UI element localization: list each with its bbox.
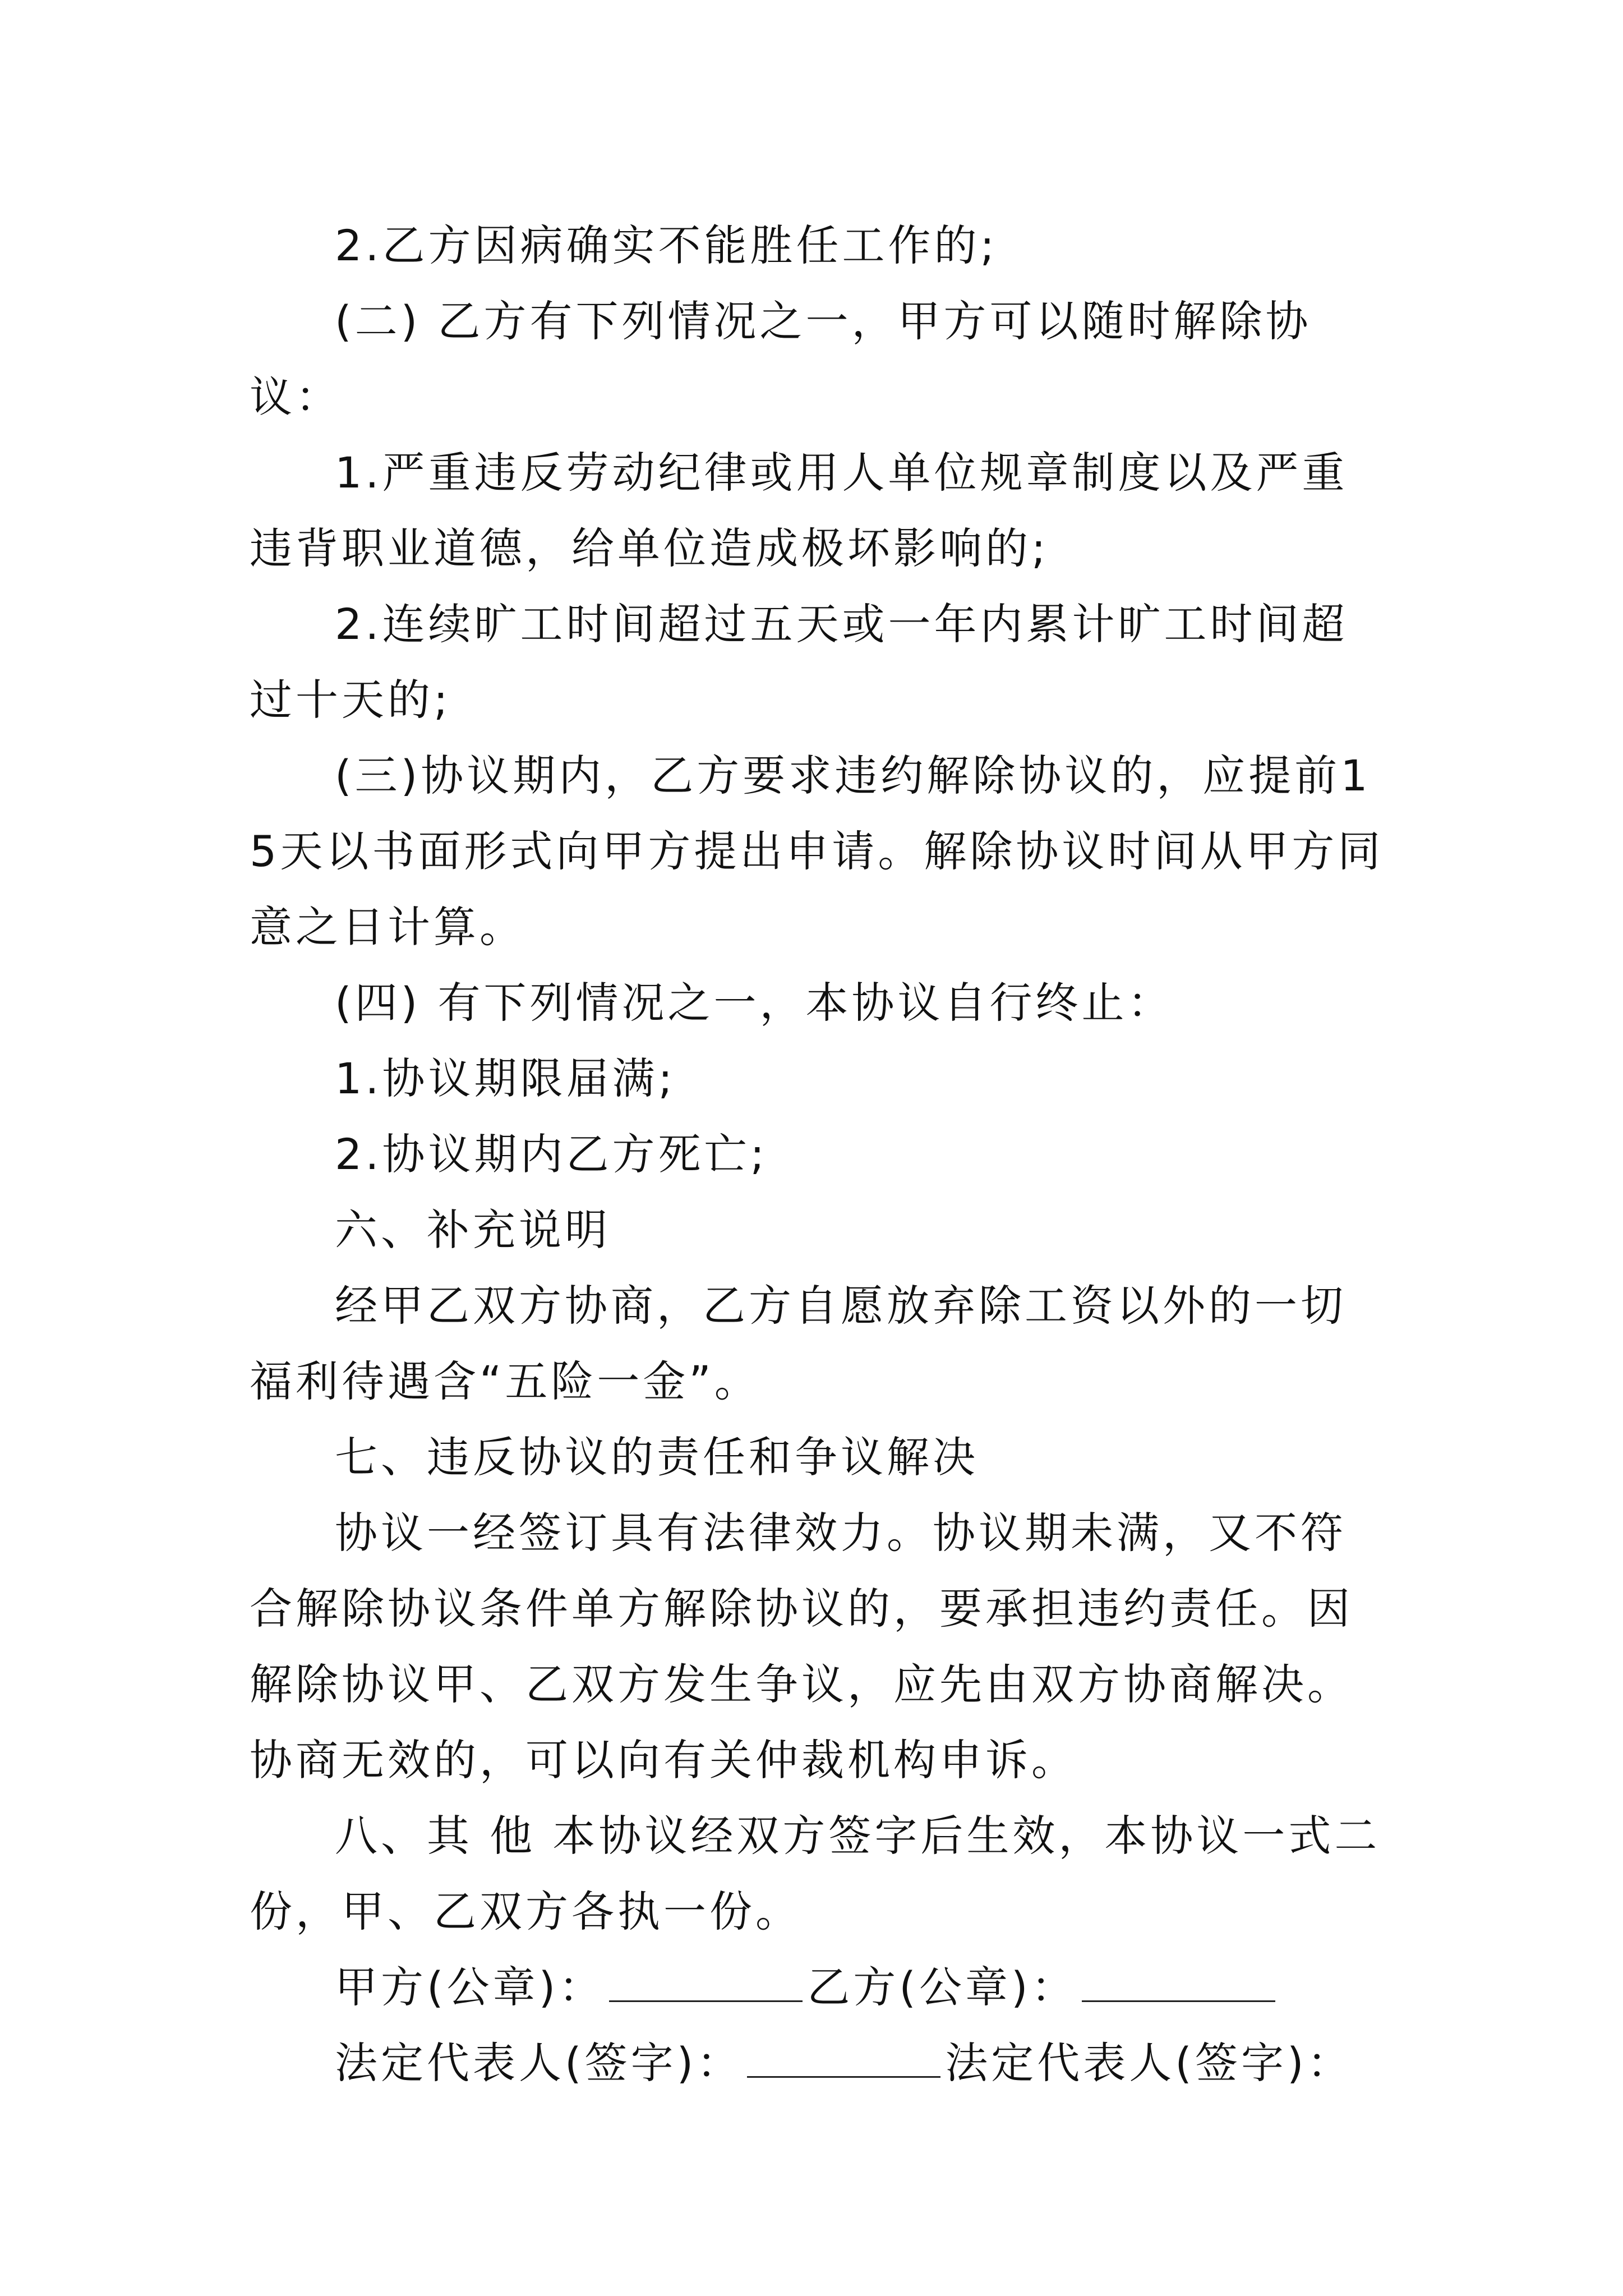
party-a-seal-blank	[609, 2000, 803, 2002]
paragraph: 协议一经签订具有法律效力。协议期未满，又不符合解除协议条件单方解除协议的，要承担违约责任。因解除协议甲、乙双方发生争议，应先由双方协商解决。协商无效的，可以向有关仲裁机构申诉。	[250, 1508, 1353, 1785]
paragraph: (二) 乙方有下列情况之一，甲方可以随时解除协议：	[250, 296, 1312, 422]
section-heading: 六、补充说明	[335, 1205, 611, 1255]
party-b-seal-label: 乙方(公章)：	[807, 1962, 1077, 2012]
party-a-rep-label: 法定代表人(签字)：	[335, 2038, 743, 2088]
party-b-rep-label: 法定代表人(签字)：	[945, 2038, 1353, 2088]
seal-line	[250, 1949, 1388, 2025]
section-heading: 七、违反协议的责任和争议解决	[335, 1432, 979, 1482]
paragraph: (四) 有下列情况之一，本协议自行终止：	[335, 978, 1174, 1028]
party-b-seal-blank	[1082, 2000, 1275, 2002]
party-a-seal-label: 甲方(公章)：	[335, 1962, 605, 2012]
paragraph: 经甲乙双方协商，乙方自愿放弃除工资以外的一切福利待遇含“五险一金”。	[250, 1281, 1347, 1406]
party-a-rep-blank	[747, 2076, 940, 2078]
paragraph: 2.连续旷工时间超过五天或一年内累计旷工时间超过十天的;	[250, 599, 1348, 725]
paragraph: 2.协议期内乙方死亡;	[335, 1129, 768, 1179]
paragraph: 1.严重违反劳动纪律或用人单位规章制度以及严重违背职业道德，给单位造成极坏影响的;	[250, 448, 1348, 573]
document-body	[250, 208, 1388, 2101]
paragraph: 八、其 他 本协议经双方签字后生效，本协议一式二份，甲、乙双方各执一份。	[250, 1811, 1381, 1936]
paragraph: 1.协议期限届满;	[335, 1053, 676, 1103]
representative-line	[250, 2025, 1388, 2101]
paragraph: 2.乙方因病确实不能胜任工作的;	[335, 220, 998, 270]
paragraph: (三)协议期内，乙方要求违约解除协议的，应提前15天以书面形式向甲方提出申请。解除协议时间从甲方同意之日计算。	[250, 751, 1384, 952]
